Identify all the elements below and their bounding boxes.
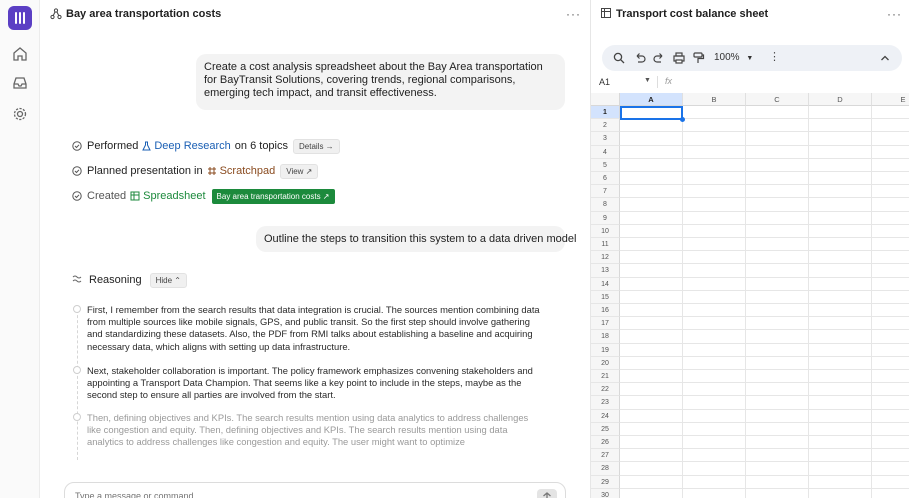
row-gridline [620, 211, 909, 212]
fx-label: fx [665, 76, 673, 86]
row-header[interactable]: 8 [591, 198, 620, 211]
row-gridline [620, 303, 909, 304]
row-gridline [620, 488, 909, 489]
print-icon[interactable] [672, 51, 686, 65]
row-gridline [620, 448, 909, 449]
step-verb: Created [87, 190, 127, 202]
chevron-up-icon[interactable] [878, 51, 892, 65]
row-gridline [620, 263, 909, 264]
row-gridline [620, 329, 909, 330]
column-gridline [871, 106, 872, 498]
row-gridline [620, 409, 909, 410]
row-gridline [620, 422, 909, 423]
undo-icon[interactable] [633, 51, 647, 65]
column-header-e[interactable]: E [872, 93, 909, 106]
chat-header [40, 0, 590, 28]
row-header[interactable]: 20 [591, 357, 620, 370]
name-box[interactable]: A1 [599, 77, 611, 87]
select-all-corner[interactable] [591, 93, 620, 106]
reasoning-paragraph: Then, defining objectives and KPIs. The search results mention using data analytics to address challenges like congestion and equity. Then, defining objectives and KPIs. The search results mention using data analytics to address challenges like congestion and equity. The user might want to optimize [87, 412, 529, 448]
sheet-table-icon [601, 8, 611, 18]
row-header[interactable]: 18 [591, 330, 620, 343]
row-header[interactable]: 1 [591, 106, 620, 119]
column-header-d[interactable]: D [809, 93, 872, 106]
row-header[interactable]: 28 [591, 462, 620, 475]
reasoning-timeline [77, 310, 78, 460]
step-verb: Performed [87, 140, 139, 152]
selected-cell-a1[interactable] [620, 106, 683, 120]
reasoning-paragraph: Next, stakeholder collaboration is important. The policy framework emphasizes convening stakeholders and appointing a Transport Data Champion. That seems like a key point to include in the steps, maybe as the second step to ensure all parties are involved from the start. [87, 365, 533, 401]
step-suffix: on 6 topics [234, 140, 288, 152]
row-header[interactable]: 25 [591, 423, 620, 436]
row-gridline [620, 290, 909, 291]
row-header[interactable]: 21 [591, 370, 620, 383]
row-gridline [620, 237, 909, 238]
step-verb: Planned presentation in [87, 165, 203, 177]
row-gridline [620, 224, 909, 225]
row-header[interactable]: 24 [591, 410, 620, 423]
sheet-more-options-icon[interactable]: ··· [887, 7, 902, 21]
row-header[interactable]: 7 [591, 185, 620, 198]
column-gridline [745, 106, 746, 498]
message-composer[interactable] [64, 482, 566, 498]
timeline-dot [73, 305, 81, 313]
reasoning-label: Reasoning [89, 274, 142, 286]
paint-format-icon[interactable] [691, 51, 705, 65]
row-header[interactable]: 6 [591, 172, 620, 185]
view-button[interactable]: View ↗ [280, 164, 318, 179]
scratchpad-label: Scratchpad [219, 165, 276, 177]
column-gridline [682, 106, 683, 498]
row-gridline [620, 131, 909, 132]
step-deep-research [72, 138, 340, 154]
column-gridline [808, 106, 809, 498]
zoom-select[interactable] [714, 52, 753, 63]
row-gridline [620, 145, 909, 146]
table-icon [130, 191, 140, 201]
row-gridline [620, 475, 909, 476]
formula-divider [657, 76, 658, 88]
row-header[interactable]: 30 [591, 489, 620, 498]
scratchpad-icon [207, 166, 217, 176]
row-header[interactable]: 27 [591, 449, 620, 462]
caret-down-icon: ▼ [746, 55, 754, 62]
reasoning-icon [72, 275, 84, 285]
inbox-icon[interactable] [10, 73, 30, 93]
check-circle-icon [72, 191, 82, 201]
zoom-level: 100% [714, 52, 740, 63]
app-logo-icon[interactable] [8, 6, 32, 30]
row-gridline [620, 461, 909, 462]
row-header[interactable]: 10 [591, 225, 620, 238]
row-gridline [620, 395, 909, 396]
row-header[interactable]: 14 [591, 278, 620, 291]
row-header[interactable]: 11 [591, 238, 620, 251]
flask-icon [142, 141, 151, 151]
name-box-caret-icon[interactable]: ▼ [644, 77, 651, 84]
send-button[interactable] [537, 489, 557, 498]
row-header[interactable]: 2 [591, 119, 620, 132]
column-header-a[interactable]: A [620, 93, 683, 106]
check-circle-icon [72, 141, 82, 151]
row-header[interactable]: 17 [591, 317, 620, 330]
row-gridline [620, 184, 909, 185]
row-header[interactable]: 15 [591, 291, 620, 304]
redo-icon[interactable] [652, 51, 666, 65]
row-header[interactable]: 23 [591, 396, 620, 409]
row-gridline [620, 435, 909, 436]
search-icon[interactable] [612, 51, 626, 65]
row-gridline [620, 369, 909, 370]
scratchpad-link[interactable] [207, 165, 276, 177]
deep-research-link[interactable] [142, 140, 230, 152]
row-gridline [620, 250, 909, 251]
row-gridline [620, 277, 909, 278]
spreadsheet-label: Spreadsheet [143, 190, 206, 202]
left-rail [0, 0, 40, 498]
share-nodes-icon [50, 8, 62, 20]
row-gridline [620, 382, 909, 383]
row-header[interactable]: 4 [591, 146, 620, 159]
row-header[interactable]: 26 [591, 436, 620, 449]
fill-handle[interactable] [680, 117, 685, 122]
row-header[interactable]: 22 [591, 383, 620, 396]
column-header-c[interactable]: C [746, 93, 809, 106]
send-arrow-icon [537, 489, 557, 498]
chat-pane [40, 0, 590, 498]
row-gridline [620, 356, 909, 357]
column-header-b[interactable]: B [683, 93, 746, 106]
sheet-toolbar [602, 45, 902, 71]
cell-grid[interactable] [591, 93, 909, 498]
home-icon[interactable] [10, 44, 30, 64]
check-circle-icon [72, 166, 82, 176]
user-message-bubble: Outline the steps to transition this system to a data driven model [256, 226, 565, 252]
step-spreadsheet [72, 188, 335, 204]
row-gridline [620, 316, 909, 317]
row-gridline [620, 158, 909, 159]
spreadsheet-link[interactable] [130, 190, 205, 202]
settings-gear-icon[interactable] [10, 104, 30, 124]
chat-title: Bay area transportation costs [66, 8, 222, 20]
user-message-bubble: Create a cost analysis spreadsheet about the Bay Area transportation for BayTransit Solutions, covering trends, regional comparisons, emerging tech impact, and transit effectiveness. [196, 54, 565, 110]
reasoning-paragraph: First, I remember from the search results that data integration is crucial. The sources mention combining data from multiple sources like mobile signals, GPS, and public transit. So the first step should involve gathering and standardizing these datasets. Also, the PDF from RMI talks about establishing a baseline and acquiring necessary data, which aligns with setting up data infrastructure. [87, 304, 540, 352]
row-header[interactable]: 19 [591, 344, 620, 357]
timeline-dot [73, 366, 81, 374]
row-header[interactable]: 12 [591, 251, 620, 264]
message-input[interactable] [75, 491, 495, 498]
sheet-title: Transport cost balance sheet [616, 8, 769, 20]
row-header[interactable]: 16 [591, 304, 620, 317]
hide-reasoning-button[interactable]: Hide ⌃ [150, 273, 187, 288]
row-header[interactable]: 9 [591, 212, 620, 225]
details-button[interactable]: Details → [293, 139, 340, 154]
row-gridline [620, 197, 909, 198]
row-header[interactable]: 5 [591, 159, 620, 172]
open-spreadsheet-button[interactable]: Bay area transportation costs ↗ [212, 189, 335, 204]
row-gridline [620, 171, 909, 172]
row-header[interactable]: 29 [591, 476, 620, 489]
row-gridline [620, 343, 909, 344]
reasoning-header [72, 272, 187, 288]
step-scratchpad [72, 163, 318, 179]
spreadsheet-pane [590, 0, 909, 498]
timeline-dot [73, 413, 81, 421]
more-vertical-icon[interactable]: ⋮ [769, 51, 780, 63]
chat-more-options-icon[interactable]: ··· [566, 7, 581, 21]
deep-research-label: Deep Research [154, 140, 231, 152]
row-header[interactable]: 13 [591, 264, 620, 277]
row-header[interactable]: 3 [591, 132, 620, 145]
